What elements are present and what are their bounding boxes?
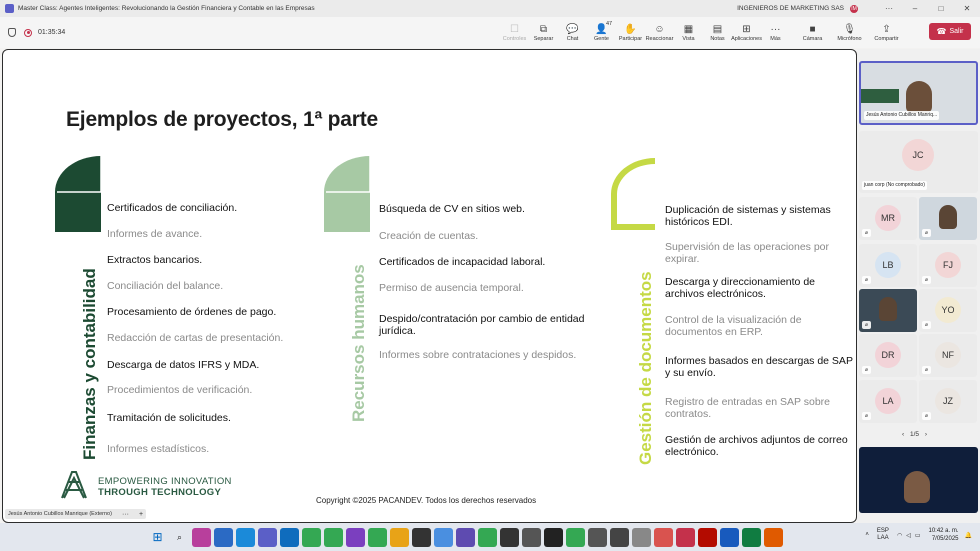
volume-icon[interactable]: ◁ [906,532,911,539]
people-count: 47 [605,20,613,27]
phone-icon: ☎ [936,27,947,36]
hr-shape-icon [322,154,372,234]
mic-off-icon: ⌀ [862,229,871,237]
window-title: Master Class: Agentes Inteligentes: Revolucionando la Gestión Financiera y Contable en las Empresas [18,5,315,12]
more-icon: ··· [770,23,781,35]
chevron-left-icon[interactable]: ‹ [902,431,905,438]
participant-tile[interactable] [919,244,977,287]
popout-icon: ⧉ [539,23,548,35]
toolbar-label: Reaccionar [645,35,674,42]
taskbar-app-icon[interactable] [610,528,629,547]
taskbar-app-icon[interactable] [412,528,431,547]
leave-label: Salir [949,28,964,35]
toolbar-label: Cámara [802,35,823,42]
slide-item: Redacción de cartas de presentación. [107,332,284,344]
participant-tile[interactable] [859,380,917,423]
participant-name: Jesús Antonio Cubillos Manriq... [866,112,938,118]
more-icon[interactable]: ··· [121,510,129,518]
participant-tile[interactable] [919,380,977,423]
participant-gallery [857,49,980,523]
participant-video-presenter[interactable] [859,61,978,125]
shared-content [2,49,857,523]
participant-video[interactable] [919,197,977,240]
toolbar-label: Controles [502,35,527,42]
slide-item: Procedimientos de verificación. [107,384,253,396]
recording-indicator [8,28,65,37]
video-person-icon [906,81,932,113]
system-tray [865,527,972,543]
video-person-icon [879,297,897,321]
language-indicator[interactable] [877,528,889,542]
participant-tile[interactable] [919,334,977,377]
slide-item: Gestión de archivos adjuntos de correo electrónico. [665,434,848,458]
avatar: JC [902,139,934,171]
excel-icon[interactable] [742,528,761,547]
participant-tile[interactable] [919,289,977,332]
video-person-icon [904,471,930,503]
toolbar-react-button[interactable] [645,17,674,48]
slide-item: Conciliación del balance. [107,280,224,292]
slide-item: Informes basados en descargas de SAP y su envío. [665,355,853,379]
chrome-icon[interactable] [368,528,387,547]
brand-line-1: EMPOWERING INNOVATION [98,476,232,487]
participant-tile[interactable] [859,197,917,240]
minimize-icon[interactable]: – [912,4,918,13]
react-icon: ☺ [654,23,665,35]
mic-off-icon: ⌀ [862,276,871,284]
avatar: JZ [935,388,961,414]
toolbar-mic-off-button[interactable] [835,17,864,48]
folder-icon[interactable] [390,528,409,547]
mic-off-icon: ⌀ [922,229,931,237]
lang-code: ESP [876,528,889,534]
slide-item: Registro de entradas en SAP sobre contratos. [665,396,830,420]
participant-name: juan corp (No comprobado) [864,182,925,188]
brand-line-2: THROUGH TECHNOLOGY [98,487,222,498]
toolbar-label: Aplicaciones [731,35,762,42]
slide-item: Tramitación de solicitudes. [107,412,231,424]
brand-tagline [98,476,232,498]
participant-tile[interactable] [859,244,917,287]
windows-start-icon[interactable]: ⊞ [152,530,163,544]
slide-item: Certificados de conciliación. [107,202,238,214]
chevron-up-icon[interactable]: ˄ [865,532,869,538]
toolbar-label: Vista [682,35,695,42]
taskbar-app-icon[interactable] [764,528,783,547]
chrome-icon[interactable] [566,528,585,547]
toolbar-view-button[interactable] [674,17,703,48]
avatar: LA [875,388,901,414]
presenter-name: Jesús Antonio Cubillos Manrique (Externo) [8,511,112,517]
toolbar-label: Participar [618,35,643,42]
toolbar-more-button[interactable] [761,17,790,48]
toolbar-share-button[interactable] [872,17,901,48]
mic-off-icon: ⌀ [922,412,931,420]
search-icon[interactable]: ⌕ [176,531,183,542]
battery-icon[interactable]: ▭ [914,532,921,539]
avatar: LB [875,252,901,278]
clock[interactable] [928,527,958,543]
taskbar-app-icon[interactable] [544,528,563,547]
mic-off-icon: ⌀ [922,276,931,284]
wifi-icon[interactable]: ◠ [896,532,903,539]
view-icon: ▦ [683,23,694,35]
camera-icon: ■ [809,23,816,35]
slide-item: Informes de avance. [107,228,203,240]
docs-shape-icon [607,154,657,234]
clock-date: 7/05/2025 [931,536,959,542]
taskbar-app-icon[interactable] [632,528,651,547]
self-video[interactable] [859,447,978,513]
taskbar-app-icon[interactable] [522,528,541,547]
apps-icon: ⊞ [742,23,751,35]
people-icon: 👤 [595,23,608,35]
toolbar-label: Notas [710,35,725,42]
toolbar-apps-button[interactable] [732,17,761,48]
toolbar-controls-button[interactable] [500,17,529,48]
raise-hand-icon: ✋ [624,23,637,35]
taskbar-app-icon[interactable] [434,528,453,547]
taskbar-app-icon[interactable] [346,528,365,547]
slide-item: Informes sobre contrataciones y despidos. [379,349,577,361]
chrome-icon[interactable] [478,528,497,547]
taskbar-app-icon[interactable] [214,528,233,547]
powerpoint-icon[interactable] [676,528,695,547]
mic-off-icon: ⌀ [922,321,931,329]
toolbar-notes-button[interactable] [703,17,732,48]
taskbar-app-icon[interactable] [500,528,519,547]
chat-icon: 💬 [566,23,579,35]
participant-tile[interactable] [859,131,978,193]
slide-item: Despido/contratación por cambio de entidad jurídica. [379,313,585,337]
clock-time: 10:42 a. m. [928,528,959,534]
toolbar-camera-button[interactable] [798,17,827,48]
finance-shape-icon [53,154,103,234]
taskbar-app-icon[interactable] [280,528,299,547]
taskbar-app-icon[interactable] [236,528,255,547]
participant-video[interactable] [859,289,917,332]
chevron-right-icon[interactable]: › [924,431,928,438]
slide-item: Duplicación de sistemas y sistemas históricos EDI. [665,204,831,228]
avatar: MR [875,205,901,231]
shield-icon [8,28,16,37]
toolbar-chat-button[interactable] [558,17,587,48]
slide-item: Descarga de datos IFRS y MDA. [107,359,260,371]
slide-item: Extractos bancarios. [107,254,203,266]
toolbar-label: Más [770,35,781,42]
toolbar-raise-hand-button[interactable] [616,17,645,48]
slide-item: Procesamiento de órdenes de pago. [107,306,277,318]
video-banner-icon [861,89,899,103]
share-icon: ⇪ [882,23,891,35]
slide-item: Supervisión de las operaciones por expirar. [665,241,830,265]
recording-icon [24,29,32,37]
avatar: FJ [935,252,961,278]
toolbar-people-button[interactable] [587,17,616,48]
toolbar-label: Micrófono [837,35,862,42]
org-name[interactable]: INGENIEROS DE MARKETING SAS [737,5,844,12]
toolbar-popout-button[interactable] [529,17,558,48]
title-bar [0,0,980,17]
slide-item: Creación de cuentas. [379,230,479,242]
toolbar-actions [500,17,901,48]
category-hr: Recursos humanos [349,264,368,422]
mic-off-icon: ⌀ [922,366,931,374]
mic-off-icon: 🎙 [843,23,856,35]
mic-off-icon: ⌀ [862,321,871,329]
mic-off-icon: ⌀ [862,412,871,420]
slide-item: Permiso de ausencia temporal. [379,282,524,294]
slide-item: Búsqueda de CV en sitios web. [379,203,525,215]
category-finance: Finanzas y contabilidad [80,268,99,460]
meeting-timer: 01:35:34 [38,29,66,36]
more-icon[interactable]: ··· [885,4,893,13]
teams-icon [5,4,14,13]
avatar: YO [935,297,961,323]
taskbar-app-icon[interactable] [588,528,607,547]
pacandev-logo-icon [58,468,90,502]
add-icon[interactable]: + [138,510,144,518]
slide-title: Ejemplos de proyectos, 1ª parte [66,108,379,131]
leave-button[interactable] [929,23,971,40]
slide-item: Informes estadísticos. [107,443,210,455]
close-icon[interactable]: ✕ [963,4,971,13]
chrome-icon[interactable] [324,528,343,547]
slide-item: Control de la visualización de documentos en ERP. [665,314,802,338]
notification-icon[interactable]: 🔔 [964,532,972,539]
video-person-icon [939,205,957,229]
chrome-icon[interactable] [302,528,321,547]
toolbar-label: Chat [566,35,579,42]
taskbar-app-icon[interactable] [456,528,475,547]
toolbar-label: Gente [594,35,609,42]
teams-taskbar-icon[interactable] [258,528,277,547]
controls-icon: ☐ [510,23,519,35]
maximize-icon[interactable]: □ [938,4,944,13]
avatar: NF [935,342,961,368]
participant-tile[interactable] [859,334,917,377]
slide [3,50,856,522]
pdf-icon[interactable] [698,528,717,547]
mic-off-icon: ⌀ [862,366,871,374]
copyright: Copyright ©2025 PACANDEV. Todos los derechos reservados [316,496,537,505]
slide-item: Descarga y direccionamiento de archivos electrónicos. [665,276,815,300]
taskbar-app-icon[interactable] [654,528,673,547]
notes-icon: ▤ [712,23,723,35]
page-indicator: 1/5 [909,431,920,438]
taskbar [0,523,980,551]
org-avatar[interactable]: IM [851,5,857,12]
gallery-pager[interactable] [902,431,927,438]
slide-item: Certificados de incapacidad laboral. [379,256,546,268]
taskbar-app-icon[interactable] [192,528,211,547]
avatar: DR [875,342,901,368]
toolbar-label: Compartir [874,35,899,42]
presenter-name-chip[interactable] [5,509,146,519]
lang-layout: LAA [877,535,889,541]
meeting-toolbar [0,17,980,48]
toolbar-label: Separar [533,35,554,42]
category-docs: Gestión de documentos [636,271,655,465]
word-icon[interactable] [720,528,739,547]
